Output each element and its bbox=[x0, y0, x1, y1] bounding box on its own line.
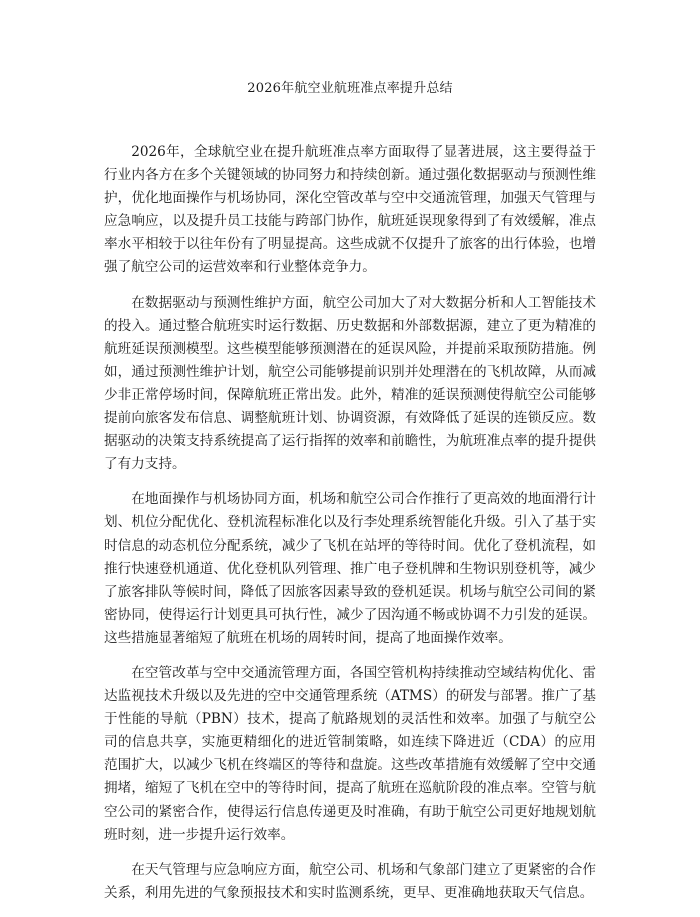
paragraph-data-driven: 在数据驱动与预测性维护方面，航空公司加大了对大数据分析和人工智能技术的投入。通过整合航班实时运行数据、历史数据和外部数据源，建立了更为精准的航班延误预测模型。这些模型能够预测潜在的延误风险，并提前采取预防措施。例如，通过预测性维护计划，航空公司能够提前识别并处理潜在的飞机故障，从而减少非正常停场时间，保障航班正常出发。此外，精准的延误预测使得航空公司能够提前向旅客发布信息、调整航班计划、协调资源，有效降低了延误的连锁反应。数据驱动的决策支持系统提高了运行指挥的效率和前瞻性，为航班准点率的提升提供了有力支持。 bbox=[104, 294, 596, 473]
paragraph-weather: 在天气管理与应急响应方面，航空公司、机场和气象部门建立了更紧密的合作关系，利用先进的气象预报技术和实时监测系统，更早、更准确地获取天气信息。 bbox=[104, 861, 596, 901]
paragraph-ground-ops: 在地面操作与机场协同方面，机场和航空公司合作推行了更高效的地面滑行计划、机位分配优化、登机流程标准化以及行李处理系统智能化升级。引入了基于实时信息的动态机位分配系统，减少了飞机在站坪的等待时间。优化了登机流程，如推行快速登机通道、优化登机队列管理、推广电子登机牌和生物识别登机等，减少了旅客排队等候时间，降低了因旅客因素导致的登机延误。机场与航空公司间的紧密协同，使得运行计划更具可执行性，减少了因沟通不畅或协调不力引发的延误。这些措施显著缩短了航班在机场的周转时间，提高了地面操作效率。 bbox=[104, 491, 596, 646]
paragraph-atc-reform: 在空管改革与空中交通流管理方面，各国空管机构持续推动空域结构优化、雷达监视技术升级以及先进的空中交通管理系统（ATMS）的研发与部署。推广了基于性能的导航（PBN）技术，提高了航路规划的灵活性和效率。加强了与航空公司的信息共享，实施更精细化的进近管制策略，如连续下降进近（CDA）的应用范围扩大，以减少飞机在终端区的等待和盘旋。这些改革措施有效缓解了空中交通拥堵，缩短了飞机在空中的等待时间，提高了航班在巡航阶段的准点率。空管与航空公司的紧密合作，使得运行信息传递更及时准确，有助于航空公司更好地规划航班时刻，进一步提升运行效率。 bbox=[104, 664, 596, 843]
document-title: 2026年航空业航班准点率提升总结 bbox=[247, 81, 453, 96]
paragraph-intro: 2026年，全球航空业在提升航班准点率方面取得了显著进展，这主要得益于行业内各方在多个关键领域的协同努力和持续创新。通过强化数据驱动与预测性维护，优化地面操作与机场协同，深化空管改革与空中交通流管理，加强天气管理与应急响应，以及提升员工技能与跨部门协作，航班延误现象得到了有效缓解，准点率水平相较于以往年份有了明显提高。这些成就不仅提升了旅客的出行体验，也增强了航空公司的运营效率和行业整体竞争力。 bbox=[104, 144, 596, 276]
document-body bbox=[104, 141, 596, 917]
